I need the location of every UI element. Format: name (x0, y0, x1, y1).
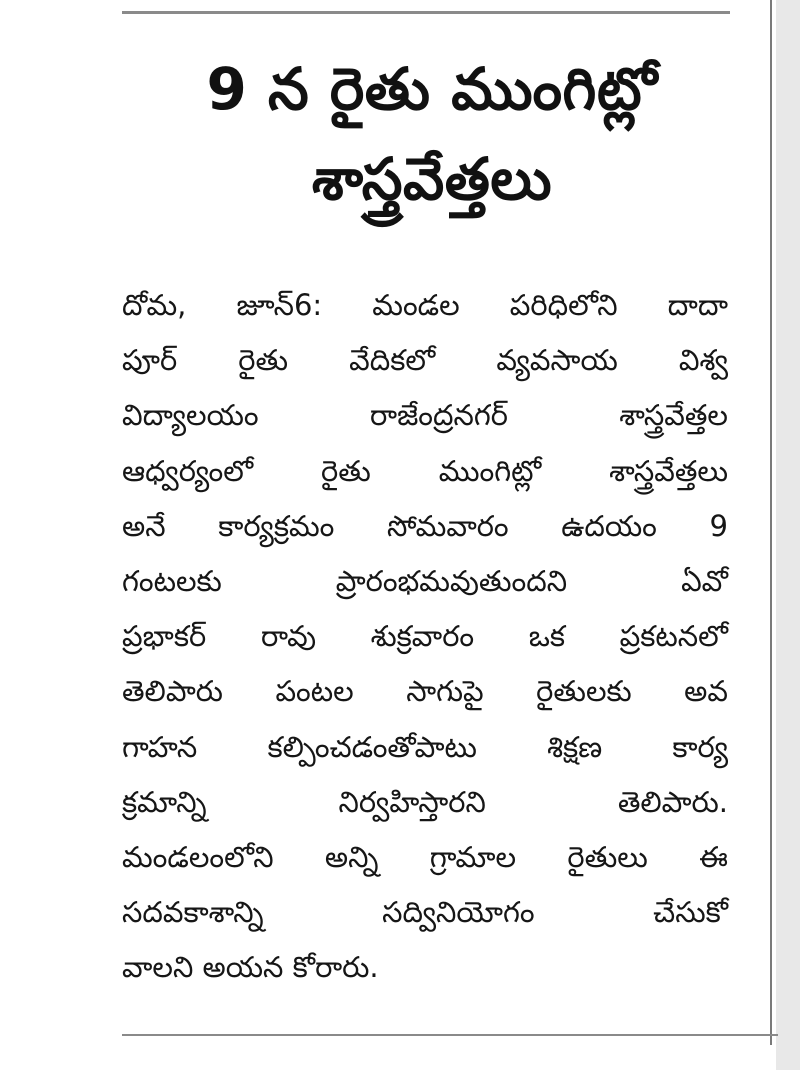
body-line: తెలిపారు పంటల సాగుపై రైతులకు అవ (122, 674, 728, 709)
article-headline (118, 44, 746, 224)
body-line: విద్యాలయం రాజేంద్రనగర్ శాస్త్రవేత్తల (122, 398, 728, 433)
headline-line-1: 9 న రైతు ముంగిట్లో (206, 55, 658, 123)
body-line: ప్రభాకర్ రావు శుక్రవారం ఒక ప్రకటనలో (122, 619, 728, 654)
top-column-rule (122, 11, 730, 14)
body-line: ఆధ్వర్యంలో రైతు ముంగిట్లో శాస్త్రవేత్తలు (122, 453, 728, 488)
bottom-column-rule (122, 1034, 778, 1036)
body-line: అనే కార్యక్రమం సోమవారం ఉదయం 9 (122, 508, 728, 543)
column-divider-rule (770, 0, 772, 1045)
body-line: మండలంలోని అన్ని గ్రామాల రైతులు ఈ (122, 840, 728, 875)
article-body (122, 278, 728, 996)
body-line: గాహన కల్పించడంతోపాటు శిక్షణ కార్య (122, 729, 728, 764)
body-line: గంటలకు ప్రారంభమవుతుందని ఏవో (122, 564, 728, 599)
body-line: పూర్ రైతు వేదికలో వ్యవసాయ విశ్వ (122, 343, 728, 378)
body-line: దోమ, జూన్6: మండల పరిధిలోని దాదా (122, 288, 728, 322)
adjacent-column-edge (776, 0, 800, 1070)
body-line: క్రమాన్ని నిర్వహిస్తారని తెలిపారు. (122, 784, 728, 819)
body-line: వాలని అయన కోరారు. (122, 950, 379, 985)
body-line: సదవకాశాన్ని సద్వినియోగం చేసుకో (122, 895, 728, 930)
headline-line-2: శాస్త్రవేత్తలు (311, 145, 553, 213)
